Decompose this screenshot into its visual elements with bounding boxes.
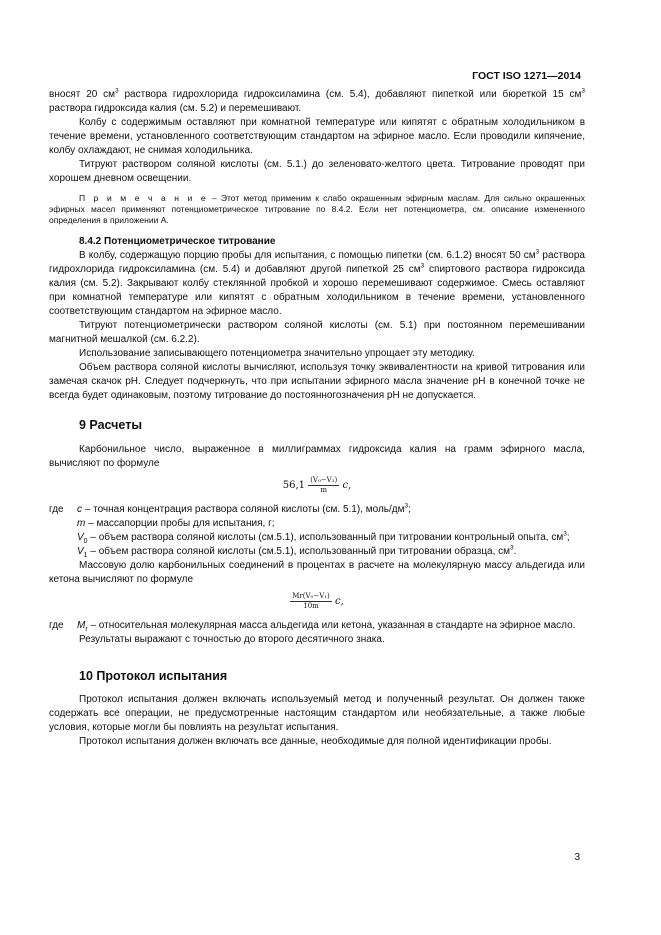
note: П р и м е ч а н и е – Этот метод применим к слабо окрашенным эфирным маслам. Для сильно окрашенных эфирных масел применяют потенциометрическое титрование по 8.4.2. Если нет потенциометра, см. описание измененного определения в приложении А. — [49, 193, 585, 226]
variable-definition: $M_r$ – относительная молекулярная масса альдегида или кетона, указанная в стандарте на эфирное масло. — [77, 619, 576, 633]
paragraph: Протокол испытания должен включать используемый метод и полученный результат. Он должен также содержать все операции, не предусмотренные настоящим стандартом или необязательные, а также любые условия, которые могли бы повлиять на результат испытания. — [49, 693, 585, 733]
paragraph: В колбу, содержащую порцию пробы для испытания, с помощью пипетки (см. 6.1.2) вносят 50 $см^3$ раствора гидрохлорида гидроксиламина (см. 5.4) и добавляют другой пипеткой 25 $см^3$ спиртового раствора гидроксида калия (см. 5.2). Закрывают колбу стеклянной пробкой и хорошо перемешивают содержимое. Смесь оставляют при комнатной температуре или кипятят с обратным холодильником в течение времени, установленного соответствующим стандартом на эфирное масло. — [49, 248, 585, 317]
formula-carbonyl-number: 56,1 $\frac{\text{(V₀−V₁)}}{m}$ c, — [282, 475, 352, 494]
paragraph: Колбу с содержимым оставляют при комнатной температуре или кипятят с обратным холодильником в течение времени, установленного соответствующим стандартом на эфирное масло. Если проводили кипячение, колбу охлаждают, не снимая холодильника. — [49, 117, 585, 156]
paragraph: Массовую долю карбонильных соединений в процентах в расчете на молекулярную массу альдегида или кетона вычисляют по формуле — [49, 559, 585, 585]
section-heading-9: 9 Расчеты — [79, 417, 143, 432]
paragraph: Объем раствора соляной кислоты вычисляют, используя точку эквивалентности на кривой титрования или замечая скачок pH. Следует подчеркнуть, что при испытании эфирного масла значение pH в конечной точке не всегда будет одинаковым, поэтому титрование до постоянногозначения pH не допускается. — [49, 361, 585, 401]
variable-definition: $V_0$ – объем раствора соляной кислоты (см.5.1), использованный при титровании контрольный опыта, $см^3$; — [77, 530, 570, 545]
page-number: 3 — [574, 852, 580, 863]
section-heading-10: 10 Протокол испытания — [79, 668, 228, 683]
variable-definition: m – массапорции пробы для испытания, г; — [77, 517, 275, 529]
paragraph: Результаты выражают с точностью до второго десятичного знака. — [79, 633, 385, 645]
paragraph: вносят 20 $см^3$ раствора гидрохлорида гидроксиламина (см. 5.4), добавляют пипеткой или бюреткой 15 $см^3$ раствора гидроксида калия (см. 5.2) и перемешивают. — [49, 87, 586, 114]
section-heading-8-4-2: 8.4.2 Потенциометрическое титрование — [79, 235, 276, 247]
page-content — [49, 88, 585, 749]
document-header: ГОСТ ISO 1271—2014 — [472, 70, 581, 82]
paragraph: Титруют раствором соляной кислоты (см. 5.1.) до зеленовато-желтого цвета. Титрование проводят при хорошем дневном освещении. — [49, 159, 585, 184]
paragraph: Карбонильное число, выраженное в миллиграммах гидроксида калия на грамм эфирного масла, вычисляют по формуле — [49, 443, 585, 469]
paragraph: Титруют потенциометрически раствором соляной кислоты (см. 5.1) при постоянном перемешивании магнитной мешалкой (см. 6.2.2). — [49, 319, 585, 345]
variable-definition: $V_1$ – объем раствора соляной кислоты (см.5.1), использованный при титровании образца, $см^3$. — [77, 544, 517, 559]
variables-list: где c – точная концентрация раствора соляной кислоты (см. 5.1), моль/$дм^3$; m – массапорции пробы для испытания, г; $V_0$ – объем раствора соляной кислоты (см.5.1), использованный при титровании контрольный опыта, $см^3$; $V_1$ – объем раствора соляной кислоты (см.5.1), использованный при титровании образца, $см^3$. — [49, 503, 585, 559]
paragraph: Протокол испытания должен включать все данные, необходимые для полной идентификации пробы. — [79, 735, 552, 747]
formula-mass-fraction: $\frac{\text{Mr(V₀−V₁)}}{10m}$ c, — [292, 591, 344, 610]
paragraph: Использование записывающего потенциометра значительно упрощает эту методику. — [79, 347, 475, 359]
variable-definition: c – точная концентрация раствора соляной кислоты (см. 5.1), моль/$дм^3$; — [77, 502, 411, 515]
variables-list: где $M_r$ – относительная молекулярная масса альдегида или кетона, указанная в стандарте на эфирное масло. — [49, 619, 585, 633]
